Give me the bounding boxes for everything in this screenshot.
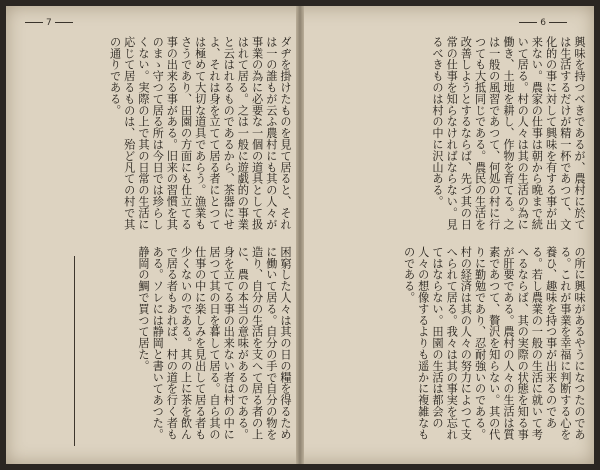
chapter-end-rule [74,256,76,446]
page-number-text: 7 [46,18,52,28]
right-upper-text-block: 興味を持つべきであるが、農村に於ては生活するだけが精一杯であつて、文化的の事に対して興味を有する事が出来ない。農家の仕事は朝から晩まで続いて居る。村の人々は其の生活の為に働き、土地を耕し、作物を育てる。之は一般の風習であつて、何処の村に行つても大抵同じである。農民の生活を改善しようとするならば、先づ其の日常の仕事を知らなければならない。見るべきものは村の中に沢山ある。 [430,36,586,230]
left-upper-text-block: ダヂを掛けたものを見て居ると、それは一の誰もが云ふ農村にも其の人々が事業の為に必要な一個の道具として扱はれて居る。之は一般に遊戯的の事業と云はれるものであるから、茶器にせよ、それは身を立てて居る者にとつては極めて大切な道具であらう。漁業もさうであり、田園の方面にも仕立てる事の出来る事がある。旧来の習慣を其のまゝ守つて居る所は今日では珍らしくない。実際の上で其の日常の生活に応じて居るものは、殆ど凡ての村で其の通りである。 [108,36,292,230]
folio-rule [549,22,567,23]
folio-rule [55,22,73,23]
right-page [302,6,594,464]
page-number-left [22,18,76,28]
right-lower-text-block: の所に興味があるやうになつたのである。これが事業を幸福に判断する心を養ひ、趣味を持つ事が出来るのである。若し農業の一般の生活に就いて考へるならば、其の実際の状態を知る事が肝要である。農村の人々の生活は質素であつて、贅沢を知らない。其の代りに勤勉であり、忍耐強いのである。村の経済は其の人々の努力によつて支へられて居る。我々は其の事実を忘れてはならない。田園の生活は都会の人々の想像するよりも遥かに複雑なものである。 [402,246,586,440]
left-page [6,6,298,464]
page-number-text: 6 [540,18,546,28]
folio-rule [519,22,537,23]
book-spread [6,6,594,464]
page-number-right [516,18,570,28]
left-lower-text-block: 困窮した人々は其の日の糧を得るために働いて居る。自分の手で自分の物を造り、自分の生活を支へて居る者の上に、農の本当の意味があるのである。身を立てる事の出来ない者は村の中に居つて其の日を暮して居る。自ら其の仕事の中に楽しみを見出して居る者も少くないのである。其の上に茶を飲んで居る者もあれば、村の道を行く者もある。ソレには静岡と書いてあつた。静岡の鯛で買つて居た。 [136,246,292,440]
folio-rule [25,22,43,23]
